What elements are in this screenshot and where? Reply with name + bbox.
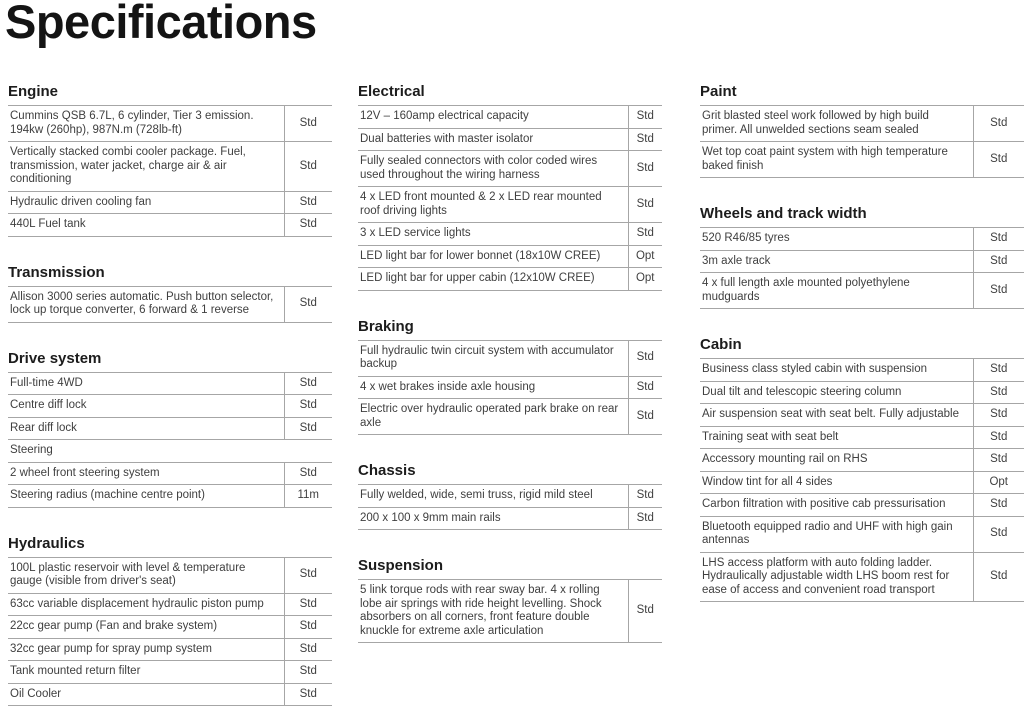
spec-value: Std xyxy=(973,494,1024,517)
spec-value: Std xyxy=(628,106,662,129)
spec-label: 32cc gear pump for spray pump system xyxy=(8,638,284,661)
spec-value: Std xyxy=(973,552,1024,602)
spec-value: Std xyxy=(628,485,662,508)
spec-value: Std xyxy=(973,426,1024,449)
section-title-suspension: Suspension xyxy=(358,558,662,574)
spec-value: Std xyxy=(973,273,1024,309)
spec-row xyxy=(8,372,332,395)
spec-table-braking xyxy=(358,340,662,436)
spec-value: Std xyxy=(973,449,1024,472)
spec-label: LED light bar for upper cabin (12x10W CREE) xyxy=(358,268,628,291)
spec-row xyxy=(8,417,332,440)
spec-value: Std xyxy=(284,616,332,639)
page-title: Specifications xyxy=(5,0,317,49)
spec-value: Std xyxy=(628,507,662,530)
section-title-chassis: Chassis xyxy=(358,463,662,479)
spec-value: Std xyxy=(628,340,662,376)
spec-column-middle xyxy=(358,84,662,643)
section-title-paint: Paint xyxy=(700,84,1024,100)
spec-row xyxy=(8,191,332,214)
spec-row xyxy=(358,580,662,643)
spec-label: 3m axle track xyxy=(700,250,973,273)
spec-value: Std xyxy=(973,381,1024,404)
spec-row xyxy=(700,359,1024,382)
spec-label: Fully sealed connectors with color coded wires used throughout the wiring harness xyxy=(358,151,628,187)
spec-row xyxy=(358,268,662,291)
spec-row xyxy=(700,516,1024,552)
spec-label: 12V – 160amp electrical capacity xyxy=(358,106,628,129)
spec-table-wheels-and-track-width xyxy=(700,227,1024,309)
spec-value: Std xyxy=(973,404,1024,427)
spec-row xyxy=(700,494,1024,517)
spec-row xyxy=(358,399,662,435)
spec-label: LED light bar for lower bonnet (18x10W CREE) xyxy=(358,245,628,268)
spec-value: Std xyxy=(628,580,662,643)
section-title-hydraulics: Hydraulics xyxy=(8,536,332,552)
spec-label: Dual tilt and telescopic steering column xyxy=(700,381,973,404)
spec-value: Std xyxy=(973,106,1024,142)
spec-value: Std xyxy=(973,142,1024,178)
spec-value: Std xyxy=(284,372,332,395)
spec-label: Full-time 4WD xyxy=(8,372,284,395)
section-title-engine: Engine xyxy=(8,84,332,100)
spec-label: Rear diff lock xyxy=(8,417,284,440)
spec-value: Std xyxy=(628,187,662,223)
spec-table-paint xyxy=(700,105,1024,178)
spec-row xyxy=(358,376,662,399)
section-title-cabin: Cabin xyxy=(700,337,1024,353)
spec-value: Opt xyxy=(628,245,662,268)
spec-value: Std xyxy=(628,128,662,151)
spec-row xyxy=(700,426,1024,449)
spec-row xyxy=(8,638,332,661)
spec-row xyxy=(358,245,662,268)
spec-label: 2 wheel front steering system xyxy=(8,462,284,485)
spec-label: 440L Fuel tank xyxy=(8,214,284,237)
spec-row xyxy=(8,286,332,322)
spec-row xyxy=(358,187,662,223)
spec-row xyxy=(358,106,662,129)
spec-row xyxy=(8,593,332,616)
spec-label: 520 R46/85 tyres xyxy=(700,228,973,251)
spec-label: LHS access platform with auto folding ladder. Hydraulically adjustable width LHS boom rest for ease of access and convenient road transport xyxy=(700,552,973,602)
spec-row xyxy=(358,223,662,246)
spec-table-chassis xyxy=(358,484,662,530)
spec-row xyxy=(8,661,332,684)
spec-label: Vertically stacked combi cooler package. Fuel, transmission, water jacket, charge air & air conditioning xyxy=(8,142,284,192)
spec-value: Std xyxy=(973,228,1024,251)
spec-value: Std xyxy=(284,286,332,322)
spec-value: 11m xyxy=(284,485,332,508)
spec-value: Std xyxy=(973,359,1024,382)
spec-value: Std xyxy=(284,557,332,593)
spec-label: Cummins QSB 6.7L, 6 cylinder, Tier 3 emission. 194kw (260hp), 987N.m (728lb-ft) xyxy=(8,106,284,142)
spec-value: Std xyxy=(628,223,662,246)
spec-label: Full hydraulic twin circuit system with accumulator backup xyxy=(358,340,628,376)
spec-label: 100L plastic reservoir with level & temperature gauge (visible from driver's seat) xyxy=(8,557,284,593)
spec-label: Carbon filtration with positive cab pressurisation xyxy=(700,494,973,517)
section-title-transmission: Transmission xyxy=(8,265,332,281)
spec-table-transmission xyxy=(8,286,332,323)
spec-value: Std xyxy=(284,661,332,684)
spec-label: 5 link torque rods with rear sway bar. 4 x rolling lobe air springs with ride height levelling. Shock absorbers on all corners, front feature double knuckle for extreme axle articulation xyxy=(358,580,628,643)
spec-label: Dual batteries with master isolator xyxy=(358,128,628,151)
section-title-drive-system: Drive system xyxy=(8,351,332,367)
spec-value: Std xyxy=(973,250,1024,273)
spec-label: 4 x LED front mounted & 2 x LED rear mounted roof driving lights xyxy=(358,187,628,223)
spec-value: Std xyxy=(284,638,332,661)
section-title-braking: Braking xyxy=(358,319,662,335)
spec-label: Hydraulic driven cooling fan xyxy=(8,191,284,214)
spec-label: Grit blasted steel work followed by high build primer. All unwelded sections seam sealed xyxy=(700,106,973,142)
spec-label: Business class styled cabin with suspension xyxy=(700,359,973,382)
spec-row xyxy=(358,128,662,151)
spec-label: 3 x LED service lights xyxy=(358,223,628,246)
spec-label: Tank mounted return filter xyxy=(8,661,284,684)
spec-table-cabin xyxy=(700,358,1024,602)
section-title-electrical: Electrical xyxy=(358,84,662,100)
spec-label: Window tint for all 4 sides xyxy=(700,471,973,494)
spec-value: Std xyxy=(628,376,662,399)
spec-row xyxy=(700,273,1024,309)
spec-label: Training seat with seat belt xyxy=(700,426,973,449)
spec-label: Wet top coat paint system with high temperature baked finish xyxy=(700,142,973,178)
spec-value: Std xyxy=(973,516,1024,552)
spec-row xyxy=(8,485,332,508)
spec-label: Allison 3000 series automatic. Push button selector, lock up torque converter, 6 forward & 1 reverse xyxy=(8,286,284,322)
spec-row xyxy=(8,557,332,593)
spec-value: Std xyxy=(284,462,332,485)
spec-row xyxy=(8,462,332,485)
spec-label: Bluetooth equipped radio and UHF with high gain antennas xyxy=(700,516,973,552)
spec-table-engine xyxy=(8,105,332,237)
spec-value: Std xyxy=(284,191,332,214)
spec-value: Std xyxy=(284,417,332,440)
spec-row xyxy=(700,250,1024,273)
spec-label: Electric over hydraulic operated park brake on rear axle xyxy=(358,399,628,435)
spec-table-suspension xyxy=(358,579,662,643)
spec-value: Std xyxy=(628,399,662,435)
spec-value: Std xyxy=(628,151,662,187)
spec-value xyxy=(284,440,332,463)
spec-label: 4 x full length axle mounted polyethylene mudguards xyxy=(700,273,973,309)
spec-label: Fully welded, wide, semi truss, rigid mild steel xyxy=(358,485,628,508)
spec-row xyxy=(700,404,1024,427)
spec-value: Std xyxy=(284,395,332,418)
spec-row xyxy=(700,106,1024,142)
spec-label: 63cc variable displacement hydraulic piston pump xyxy=(8,593,284,616)
spec-row xyxy=(358,507,662,530)
spec-row xyxy=(8,106,332,142)
spec-value: Std xyxy=(284,683,332,706)
spec-column-right xyxy=(700,84,1024,602)
spec-label: Accessory mounting rail on RHS xyxy=(700,449,973,472)
spec-value: Opt xyxy=(973,471,1024,494)
spec-row xyxy=(700,228,1024,251)
spec-subheader-row xyxy=(8,440,332,463)
spec-row xyxy=(700,381,1024,404)
spec-column-left xyxy=(8,84,332,706)
spec-row xyxy=(8,683,332,706)
spec-label: Steering radius (machine centre point) xyxy=(8,485,284,508)
spec-label: Oil Cooler xyxy=(8,683,284,706)
spec-row xyxy=(358,340,662,376)
spec-row xyxy=(700,142,1024,178)
spec-value: Std xyxy=(284,593,332,616)
spec-row xyxy=(8,616,332,639)
spec-value: Std xyxy=(284,142,332,192)
spec-row xyxy=(358,485,662,508)
spec-row xyxy=(8,142,332,192)
spec-table-drive-system xyxy=(8,372,332,508)
spec-row xyxy=(700,552,1024,602)
spec-table-electrical xyxy=(358,105,662,291)
spec-value: Std xyxy=(284,214,332,237)
spec-row xyxy=(358,151,662,187)
spec-label: Steering xyxy=(8,440,284,463)
spec-row xyxy=(8,214,332,237)
spec-label: Centre diff lock xyxy=(8,395,284,418)
spec-label: 22cc gear pump (Fan and brake system) xyxy=(8,616,284,639)
spec-label: 200 x 100 x 9mm main rails xyxy=(358,507,628,530)
spec-row xyxy=(700,471,1024,494)
section-title-wheels-and-track-width: Wheels and track width xyxy=(700,206,1024,222)
spec-label: Air suspension seat with seat belt. Fully adjustable xyxy=(700,404,973,427)
spec-row xyxy=(700,449,1024,472)
spec-label: 4 x wet brakes inside axle housing xyxy=(358,376,628,399)
spec-row xyxy=(8,395,332,418)
spec-value: Opt xyxy=(628,268,662,291)
spec-value: Std xyxy=(284,106,332,142)
spec-table-hydraulics xyxy=(8,557,332,706)
